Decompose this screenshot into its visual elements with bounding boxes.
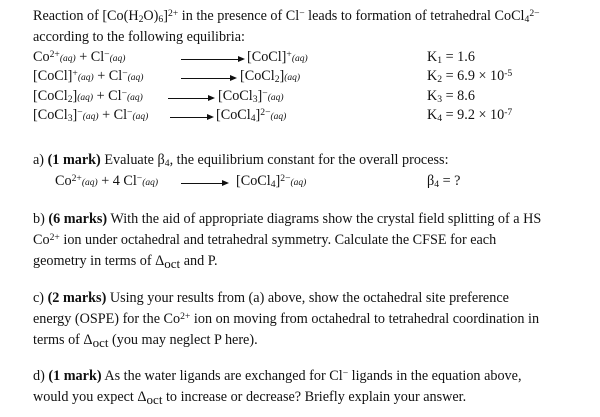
product: [CoCl]+(aq)	[247, 48, 308, 65]
beta-4-unknown: $\beta_4$ = ?	[427, 173, 461, 191]
reaction-arrow	[181, 59, 243, 60]
product: [CoCl$_3$]−(aq)	[218, 87, 284, 106]
intro-line-1: Reaction of $[Co(H_2O)_6]^{2+}$ in the presence of Cl− leads to formation of tetrahedral CoCl$_4^{2-}$	[33, 7, 540, 26]
reactants: [CoCl$_2$](aq) + Cl−(aq)	[33, 87, 143, 106]
equilibrium-constant: $K_3 = 8.6$	[427, 88, 475, 106]
reaction-arrow	[181, 183, 227, 184]
question-d: d) (1 mark) As the water ligands are exchanged for Cl− ligands in the equation above, would you expect $\Delta_{oct}$ to increase or decrease? Briefly explain your answer.	[33, 367, 522, 408]
reaction-arrow	[170, 117, 212, 118]
reactants: [CoCl$_3$]−(aq) + Cl−(aq)	[33, 106, 149, 125]
reaction-arrow	[168, 98, 213, 99]
question-c: c) (2 marks) Using your results from (a) above, show the octahedral site preference energy (OSPE) for the $Co^{2+}$ ion on moving from octahedral to tetrahedral coordination in terms of $\Delta_{oct}$ (you may neglect P here).	[33, 290, 540, 351]
question-a: a) (1 mark) Evaluate $\beta_4$, the equilibrium constant for the overall process:	[33, 152, 449, 170]
equilibrium-constant: $K_1 = 1.6$	[427, 49, 475, 67]
equilibrium-constant: $K_4 = 9.2 \times 10^{-7}$	[427, 106, 513, 125]
reactants: [CoCl]+(aq) + Cl−(aq)	[33, 67, 144, 84]
product: [CoCl$_2$](aq)	[240, 68, 301, 86]
equilibrium-constant: $K_2 = 6.9 \times 10^{-5}$	[427, 67, 513, 86]
question-b: b) (6 marks) With the aid of appropriate diagrams show the crystal field splitting of a HS $Co^{2+}$ ion under octahedral and tetrahedral symmetry. Calculate the CFSE for each geometry in terms of $\Delta_{oct}$ and P.	[33, 211, 542, 272]
intro-line-2: according to the following equilibria:	[33, 29, 245, 45]
overall-product: [CoCl$_4$]$^{2-}$(aq)	[236, 172, 307, 191]
reaction-arrow	[181, 78, 235, 79]
product: [CoCl$_4$]$^{2-}$(aq)	[216, 106, 287, 125]
overall-reaction: $Co^{2+}(aq) + 4$ Cl−(aq)	[55, 172, 159, 189]
reactants: $Co^{2+}(aq) + Cl^-(aq)$	[33, 48, 126, 65]
